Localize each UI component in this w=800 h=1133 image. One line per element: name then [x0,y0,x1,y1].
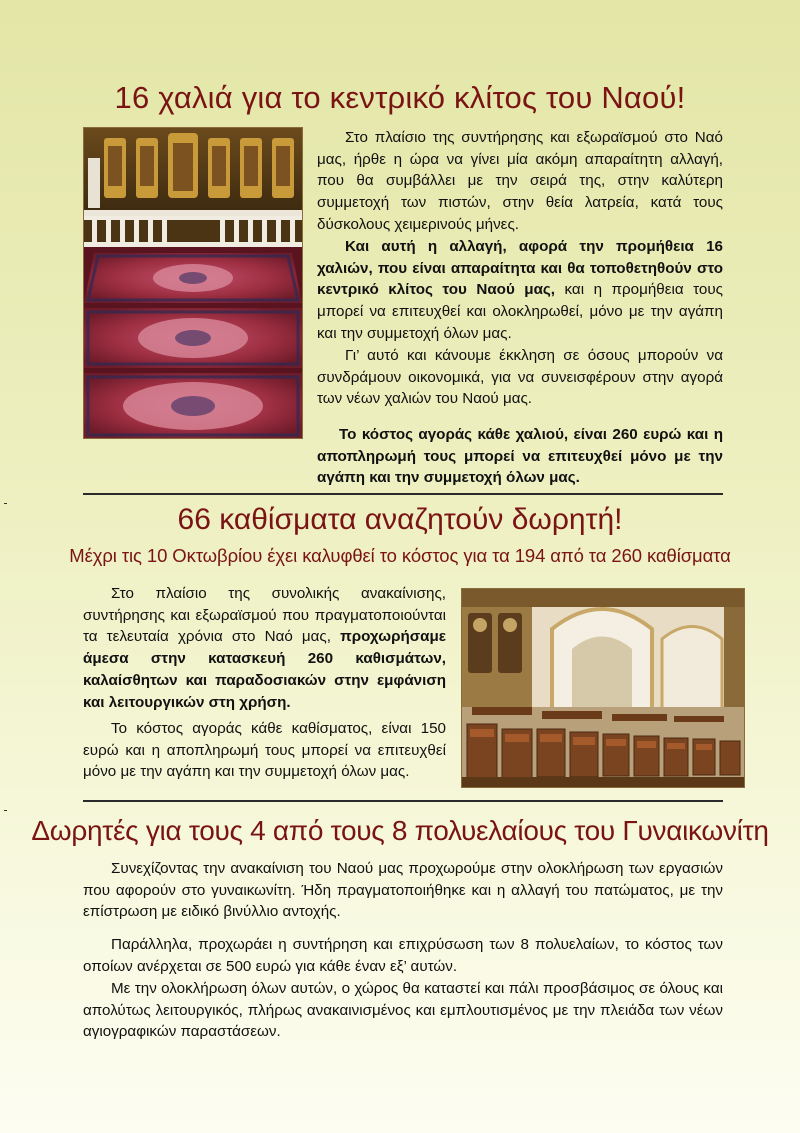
chandeliers-paragraph-3: Με την ολοκλήρωση όλων αυτών, ο χώρος θα καταστεί και πάλι προσβάσιμος σε όλους και απολύτως λειτουργικός, πλήρως ανακαινισμένος και εμπλουτισμένος με την πλειάδα των νέων αγιογραφικών παραστάσεων. [83,980,723,1041]
chandeliers-paragraph-1: Συνεχίζοντας την ανακαίνιση του Ναού μας προχωρούμε στην ολοκλήρωση των εργασιών που αφορούν στο γυναικωνίτη. Ήδη πραγματοποιήθηκε και η αλλαγή του πατώματος, με την επίστρωση με ειδικό βινύλλιο αντοχής. [83,860,723,921]
margin-tick-2 [4,810,7,811]
seats-photo [461,588,745,788]
chandeliers-paragraph-2: Παράλληλα, προχωράει η συντήρηση και επιχρύσωση των 8 πολυελαίων, το κόστος των οποίων ανέρχεται σε 500 ευρώ για κάθε έναν εξ’ αυτών. [83,936,723,975]
carpets-paragraph-3: Γι’ αυτό και κάνουμε έκκληση σε όσους μπορούν να συνδράμουν οικονομικά, για να συνεισφέρουν στην αγορά των νέων χαλιών του Ναού μας. [317,347,723,408]
section-divider-1 [83,493,723,495]
seats-title: 66 καθίσματα αναζητούν δωρητή! [177,503,623,536]
seats-paragraph-2: Το κόστος αγοράς κάθε καθίσματος, είναι 150 ευρώ και η αποπληρωμή τους μπορεί να επιτευχθεί μόνο με την αγάπη και την συμμετοχή όλων μας. [83,720,446,781]
seats-subtitle: Μέχρι τις 10 Οκτωβρίου έχει καλυφθεί το κόστος για τα 194 από τα 260 καθίσματα [69,545,731,566]
carpets-paragraph-2-bold: Και αυτή η αλλαγή, αφορά την προμήθεια 16 χαλιών, που είναι απαραίτητα και θα τοποθετηθούν στο κεντρικό κλίτος του Ναού μας, [317,238,723,299]
carpets-title: 16 χαλιά για το κεντρικό κλίτος του Ναού! [114,80,686,115]
carpets-paragraph-1: Στο πλαίσιο της συντήρησης και εξωραϊσμού στο Ναό μας, ήρθε η ώρα να γίνει μία ακόμη απαραίτητη αλλαγή, που θα συμβάλλει με την σειρά της, στην καλύτερη συμμετοχή των πιστών, στην θεία λατρεία, κατά τους δύσκολους χειμερινούς μήνες. [317,129,723,233]
carpets-photo [83,127,303,439]
carpets-paragraph-4-bold: Το κόστος αγοράς κάθε χαλιού, είναι 260 ευρώ και η αποπληρωμή τους μπορεί να επιτευχθεί μόνο με την αγάπη και την συμμετοχή όλων μας. [317,426,723,487]
seats-paragraph-1-bold: προχωρήσαμε άμεσα στην κατασκευή 260 καθισμάτων, καλαίσθητων και παραδοσιακών στην εμφάνιση και λειτουργικών στη χρήση. [83,628,446,711]
section-divider-2 [83,800,723,802]
seats-paragraph-1-start: Στο πλαίσιο της συνολικής ανακαίνισης, συντήρησης και εξωραϊσμού που πραγματοποιούνται τα τελευταία χρόνια στο Ναό μας, [83,585,446,646]
chandeliers-title: Δωρητές για τους 4 από τους 8 πολυελαίους του Γυναικωνίτη [31,815,769,846]
carpets-paragraph-2-rest: και η προμήθεια τους μπορεί να επιτευχθεί και ολοκληρωθεί, μόνο με την αγάπη και την συμμετοχή όλων μας. [317,281,723,342]
